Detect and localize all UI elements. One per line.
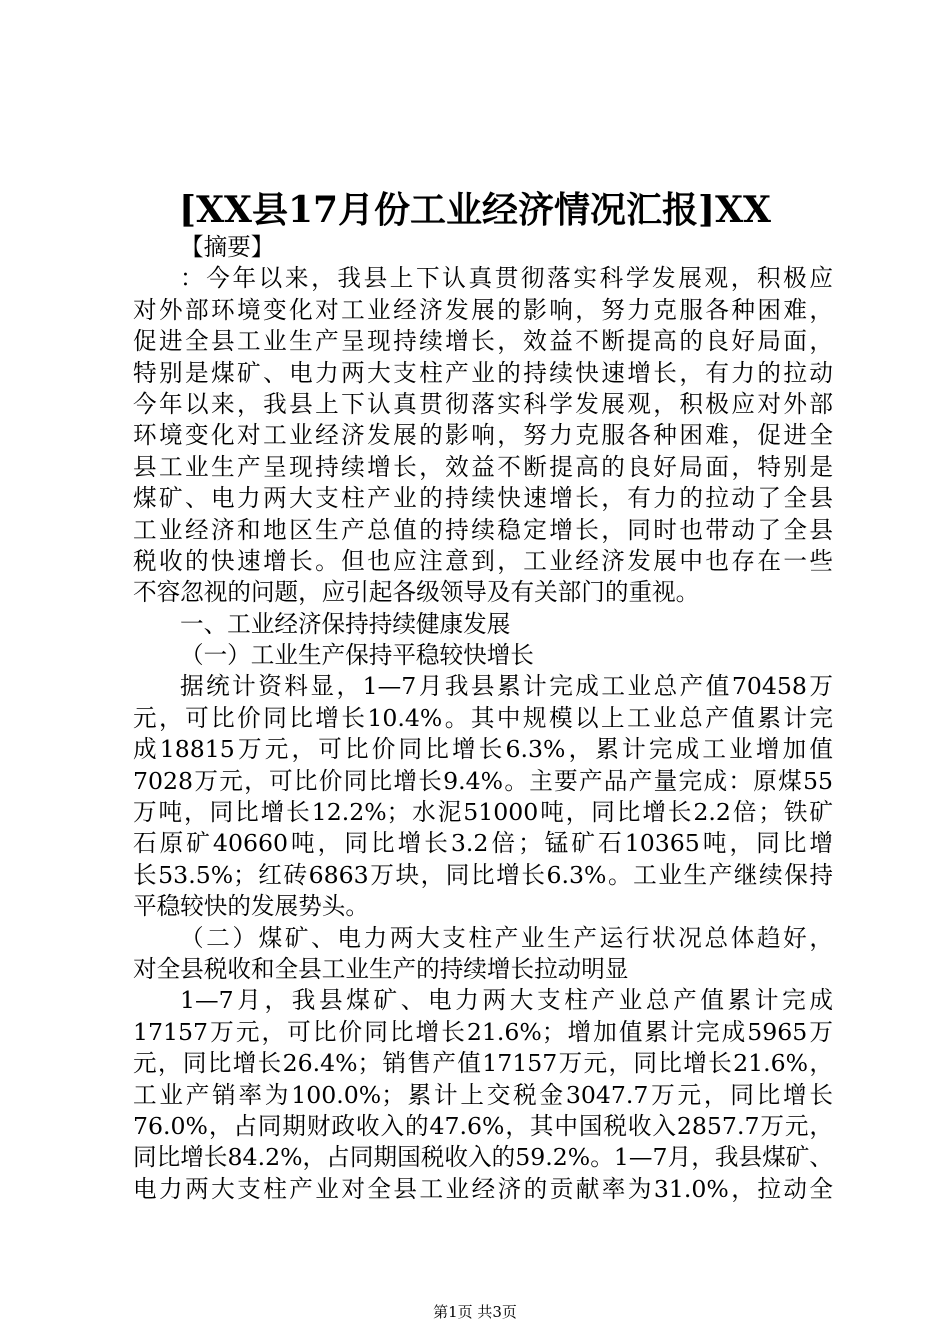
text-line: 县工业生产呈现持续增长，效益不断提高的良好局面，特别是 (133, 452, 833, 481)
text-line: 长53.5%；红砖6863万块，同比增长6.3%。工业生产继续保持 (133, 860, 833, 889)
text-line: 工业经济和地区生产总值的持续稳定增长，同时也带动了全县 (133, 515, 833, 544)
text-line: 1—7月，我县煤矿、电力两大支柱产业总产值累计完成 (180, 986, 833, 1015)
subsection-heading-1: （一）工业生产保持平稳较快增长 (180, 641, 534, 670)
text-line: 17157万元，可比价同比增长21.6%；增加值累计完成5965万 (133, 1017, 833, 1046)
text-line: 万吨，同比增长12.2%；水泥51000吨，同比增长2.2倍；铁矿 (133, 798, 833, 827)
text-line: 石原矿40660吨，同比增长3.2倍；锰矿石10365吨，同比增 (133, 829, 833, 858)
text-line: 促进全县工业生产呈现持续增长，效益不断提高的良好局面， (133, 327, 833, 356)
text-line: 对外部环境变化对工业经济发展的影响，努力克服各种困难， (133, 295, 833, 324)
text-line: 税收的快速增长。但也应注意到，工业经济发展中也存在一些 (133, 546, 833, 575)
text-line: 今年以来，我县上下认真贯彻落实科学发展观，积极应对外部 (133, 389, 833, 418)
text-line: 同比增长84.2%，占同期国税收入的59.2%。1—7月，我县煤矿、 (133, 1143, 833, 1172)
section-heading-1: 一、工业经济保持持续健康发展 (180, 609, 511, 638)
text-line: 煤矿、电力两大支柱产业的持续快速增长，有力的拉动了全县 (133, 484, 833, 513)
text-line: 不容忽视的问题，应引起各级领导及有关部门的重视。 (133, 578, 700, 607)
text-line: 电力两大支柱产业对全县工业经济的贡献率为31.0%，拉动全 (133, 1174, 833, 1203)
text-line: 元，同比增长26.4%；销售产值17157万元，同比增长21.6%， (133, 1049, 833, 1078)
document-title: [XX县17月份工业经济情况汇报]XX (179, 189, 771, 231)
document-body (133, 232, 833, 1205)
text-line: ：今年以来，我县上下认真贯彻落实科学发展观，积极应 (180, 264, 833, 293)
abstract-heading: 【摘要】 (180, 233, 275, 261)
subsection-heading-2: （二）煤矿、电力两大支柱产业生产运行状况总体趋好， (180, 923, 833, 952)
text-line: 据统计资料显，1—7月我县累计完成工业总产值70458万 (180, 672, 833, 701)
text-line: 工业产销率为100.0%；累计上交税金3047.7万元，同比增长 (133, 1080, 833, 1109)
text-line: 成18815万元，可比价同比增长6.3%，累计完成工业增加值 (133, 735, 833, 764)
page-number: 第1页 共3页 (433, 1303, 517, 1321)
text-line: 元，可比价同比增长10.4%。其中规模以上工业总产值累计完 (133, 703, 833, 732)
text-line: 7028万元，可比价同比增长9.4%。主要产品产量完成：原煤55 (133, 766, 833, 795)
text-line: 76.0%，占同期财政收入的47.6%，其中国税收入2857.7万元， (133, 1111, 833, 1140)
text-line: 平稳较快的发展势头。 (133, 892, 369, 921)
text-line: 特别是煤矿、电力两大支柱产业的持续快速增长，有力的拉动 (133, 358, 833, 387)
subsection-heading-2-cont: 对全县税收和全县工业生产的持续增长拉动明显 (133, 954, 629, 983)
text-line: 环境变化对工业经济发展的影响，努力克服各种困难，促进全 (133, 421, 833, 450)
